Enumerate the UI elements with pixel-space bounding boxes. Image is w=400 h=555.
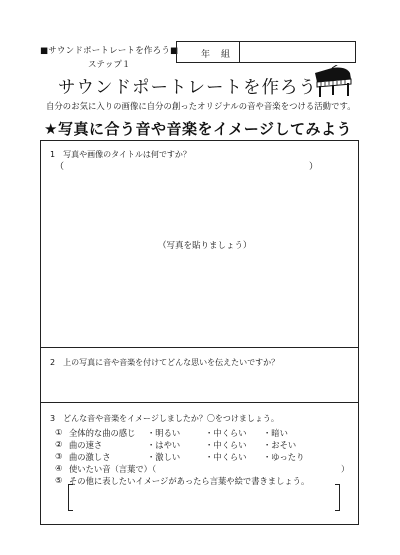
question-2-text: 2 上の写真に音や音楽を付けてどんな思いを伝えたいですか？ xyxy=(50,358,280,367)
question-2-box[interactable] xyxy=(40,348,359,403)
row-label: 全体的な曲の感じ xyxy=(69,428,136,438)
row-label: 使いたい音（言葉で）（ xyxy=(69,464,157,474)
option-row-tempo xyxy=(55,439,297,450)
title-paren-open: （ xyxy=(55,162,65,172)
row-number: ① xyxy=(55,427,63,437)
bracket-right xyxy=(335,484,340,511)
option-row-mood xyxy=(55,427,288,438)
option-medium[interactable]: ・中くらい xyxy=(205,452,247,462)
row-number: ④ xyxy=(55,463,63,473)
class-label: 組 xyxy=(221,50,231,60)
question-1-box[interactable] xyxy=(40,140,359,348)
option-fast[interactable]: ・はやい xyxy=(147,440,181,450)
worksheet-label: ■サウンドポートレートを作ろう■ xyxy=(40,46,179,56)
question-1-text: 1 写真や画像のタイトルは何ですか？ xyxy=(50,150,191,159)
section-heading: ★写真に合う音や音楽をイメージしてみよう xyxy=(44,120,352,138)
option-gentle[interactable]: ・ゆったり xyxy=(263,452,305,462)
row-label: その他に表したいイメージがあったら言葉や絵で書きましょう。 xyxy=(69,476,310,486)
piano-icon xyxy=(312,65,354,103)
question-3-text: 3 どんな音や音楽をイメージしましたか？〇をつけましょう。 xyxy=(50,414,279,423)
option-row-intensity xyxy=(55,451,305,462)
grade-box-divider xyxy=(239,42,240,62)
option-medium[interactable]: ・中くらい xyxy=(205,440,247,450)
paren-close: ） xyxy=(341,464,350,474)
option-dark[interactable]: ・暗い xyxy=(263,428,288,438)
option-medium[interactable]: ・中くらい xyxy=(205,428,247,438)
row-number: ③ xyxy=(55,451,63,461)
row-label: 曲の速さ xyxy=(69,440,103,450)
option-bright[interactable]: ・明るい xyxy=(147,428,181,438)
row-label: 曲の激しさ xyxy=(69,452,111,462)
other-image-row xyxy=(55,475,310,486)
option-slow[interactable]: ・おそい xyxy=(263,440,297,450)
sound-words-row[interactable] xyxy=(55,463,350,474)
grade-label: 年 xyxy=(201,50,211,60)
row-number: ② xyxy=(55,439,63,449)
page-title: サウンドポートレートを作ろう xyxy=(58,78,317,98)
title-paren-close: ） xyxy=(309,162,319,172)
grade-class-box[interactable] xyxy=(176,41,356,63)
description: 自分のお気に入りの画像に自分の創ったオリジナルの音や音楽をつける活動です。 xyxy=(46,101,356,111)
option-intense[interactable]: ・激しい xyxy=(147,452,181,462)
bracket-left xyxy=(68,484,73,511)
photo-paste-hint: （写真を貼りましょう） xyxy=(158,241,252,251)
row-number: ⑤ xyxy=(55,475,63,485)
step-label: ステップ１ xyxy=(88,60,131,70)
other-image-answer-area[interactable] xyxy=(68,484,340,511)
